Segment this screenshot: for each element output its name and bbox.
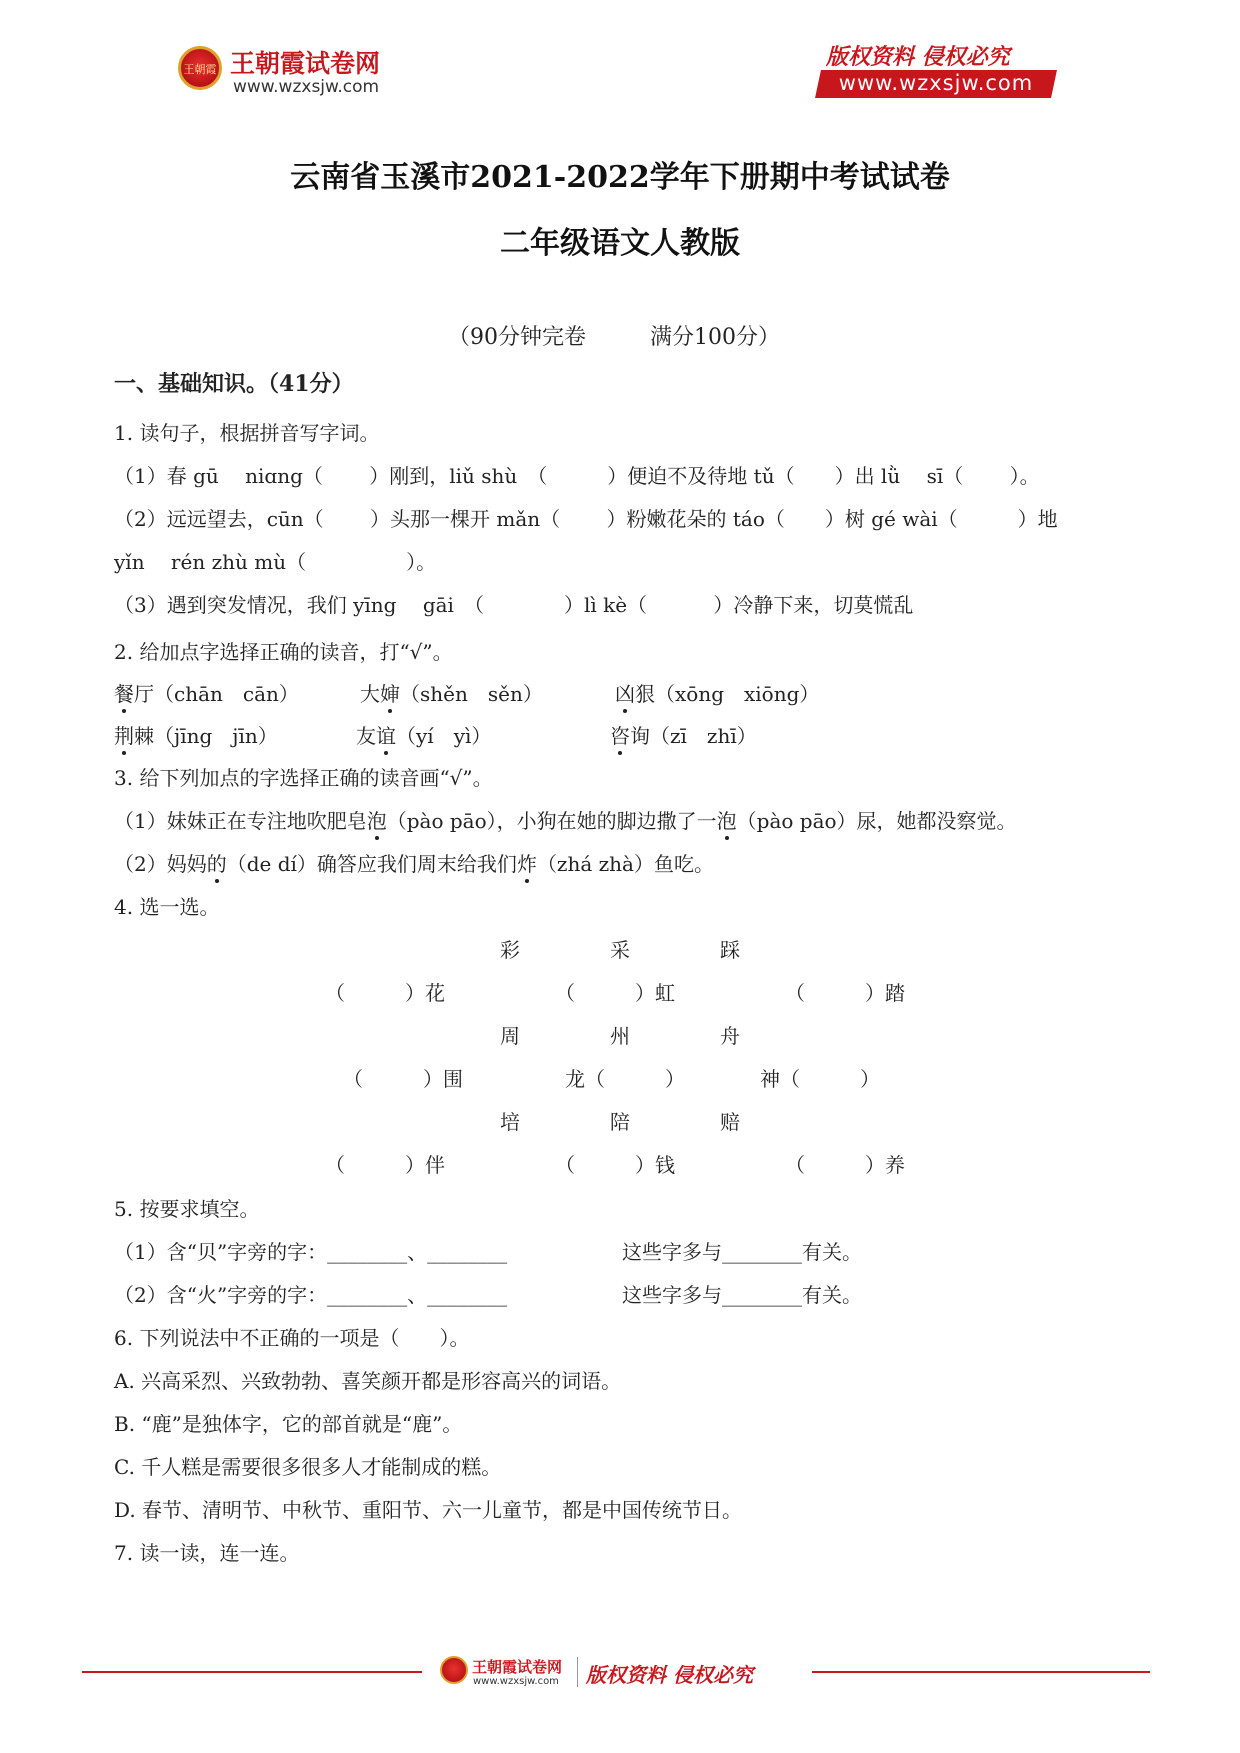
q4-prompt: 4. 选一选。	[114, 895, 220, 919]
q2-item	[356, 720, 491, 749]
q4-blank: （ ）围	[343, 1067, 463, 1091]
q1-sentence-2b: yǐn rén zhù mù（ ）。	[114, 550, 437, 574]
logo-badge-text: 王朝霞	[183, 63, 217, 76]
q1-prompt: 1. 读句子，根据拼音写字词。	[114, 421, 380, 445]
dotted-char: 凶	[615, 678, 635, 707]
footer-logo-name: 王朝霞试卷网	[472, 1658, 563, 1676]
q5-line-2a: （2）含“火”字旁的字：________、________	[114, 1283, 508, 1307]
q1-sentence-2a: （2）远远望去，cūn（ ）头那一棵开 mǎn（ ）粉嫩花朵的 táo（ ）树 gé wài（ ）地	[114, 507, 1058, 531]
q2-item-rest: （yí yì）	[396, 724, 492, 748]
footer-rule-left	[82, 1671, 422, 1673]
site-logo-badge	[178, 46, 222, 90]
section-heading: 一、基础知识。（41分）	[114, 371, 354, 397]
q4-blank: 龙（ ）	[565, 1067, 685, 1091]
q2-item-pre: 大	[360, 682, 380, 706]
q6-prompt: 6. 下列说法中不正确的一项是（ ）。	[114, 1326, 470, 1350]
exam-score: 满分100分）	[650, 325, 780, 350]
dotted-char: 泡	[367, 805, 387, 834]
q3-prompt: 3. 给下列加点的字选择正确的读音画“√”。	[114, 766, 493, 790]
q3-s2-text: （de dí）确答应我们周末给我们	[226, 852, 517, 876]
footer-logo-url: www.wzxsjw.com	[473, 1676, 559, 1687]
q2-item	[114, 678, 299, 707]
q2-item-rest: 棘（jīng jīn）	[134, 724, 278, 748]
copyright-slogan: 版权资料 侵权必究	[826, 44, 1010, 70]
exam-subtitle: 二年级语文人教版	[500, 226, 740, 261]
q4-blank: （ ）花	[325, 981, 445, 1005]
q6-option-b: B. “鹿”是独体字，它的部首就是“鹿”。	[114, 1412, 463, 1436]
q3-s2-text: （2）妈妈	[114, 852, 207, 876]
q5-line-1a: （1）含“贝”字旁的字：________、________	[114, 1240, 508, 1264]
site-logo-name: 王朝霞试卷网	[230, 49, 381, 78]
q4-option-char: 州	[610, 1024, 630, 1048]
q4-blank: （ ）踏	[785, 981, 905, 1005]
q4-blank: （ ）虹	[555, 981, 675, 1005]
q3-sentence-1	[114, 805, 1017, 834]
q4-option-char: 陪	[610, 1110, 630, 1134]
q3-s1-text: （1）妹妹正在专注地吹肥皂	[114, 809, 367, 833]
q2-item	[610, 720, 757, 749]
q5-prompt: 5. 按要求填空。	[114, 1197, 260, 1221]
q1-sentence-3: （3）遇到突发情况，我们 yīng gāi （ ）lì kè（ ）冷静下来，切莫慌乱	[114, 593, 914, 617]
q3-s1-text: （pào pāo），小狗在她的脚边撒了一	[386, 809, 717, 833]
dotted-char: 谊	[376, 720, 396, 749]
q6-option-d: D. 春节、清明节、中秋节、重阳节、六一儿童节，都是中国传统节日。	[114, 1498, 743, 1522]
q2-item	[360, 678, 543, 707]
url-banner-text: www.wzxsjw.com	[838, 71, 1034, 95]
dotted-char: 的	[207, 848, 227, 877]
q4-option-char: 赔	[720, 1110, 740, 1134]
dotted-char: 泡	[717, 805, 737, 834]
q2-item-rest: 狠（xōng xiōng）	[635, 682, 820, 706]
q4-option-char: 彩	[500, 938, 520, 962]
q4-blank: （ ）养	[785, 1153, 905, 1177]
footer-divider	[577, 1657, 578, 1687]
q2-item	[114, 720, 278, 749]
q2-prompt: 2. 给加点字选择正确的读音，打“√”。	[114, 640, 453, 664]
exam-title: 云南省玉溪市2021-2022学年下册期中考试试卷	[290, 160, 950, 195]
q4-option-char: 培	[500, 1110, 520, 1134]
q5-line-2b: 这些字多与________有关。	[622, 1283, 862, 1307]
dotted-char: 炸	[517, 848, 537, 877]
q3-s1-text: （pào pāo）尿，她都没察觉。	[736, 809, 1017, 833]
footer-logo-badge	[440, 1656, 468, 1684]
q4-option-char: 采	[610, 938, 630, 962]
q4-blank: （ ）钱	[555, 1153, 675, 1177]
dotted-char: 婶	[380, 678, 400, 707]
q2-item-rest: （shěn sěn）	[400, 682, 543, 706]
q2-item	[615, 678, 819, 707]
q4-option-char: 周	[500, 1024, 520, 1048]
q6-option-a: A. 兴高采烈、兴致勃勃、喜笑颜开都是形容高兴的词语。	[114, 1369, 622, 1393]
q2-item-rest: 厅（chān cān）	[134, 682, 299, 706]
q7-prompt: 7. 读一读，连一连。	[114, 1541, 300, 1565]
q3-sentence-2	[114, 848, 714, 877]
q4-option-char: 舟	[720, 1024, 740, 1048]
q6-option-c: C. 千人糕是需要很多很多人才能制成的糕。	[114, 1455, 502, 1479]
q4-blank: （ ）伴	[325, 1153, 445, 1177]
q4-blank: 神（ ）	[760, 1067, 880, 1091]
dotted-char: 餐	[114, 678, 134, 707]
dotted-char: 荆	[114, 720, 134, 749]
exam-time: （90分钟完卷	[448, 325, 586, 350]
dotted-char: 咨	[610, 720, 630, 749]
footer-rule-right	[812, 1671, 1150, 1673]
q2-item-pre: 友	[356, 724, 376, 748]
q1-sentence-1: （1）春 gū niɑng（ ）刚到，liǔ shù （ ）便迫不及待地 tǔ（ ）出 lǜ sī（ ）。	[114, 464, 1040, 488]
q4-option-char: 踩	[720, 938, 740, 962]
q2-item-rest: 询（zī zhī）	[630, 724, 757, 748]
q3-s2-text: （zhá zhà）鱼吃。	[536, 852, 714, 876]
site-logo-url: www.wzxsjw.com	[233, 77, 380, 97]
q5-line-1b: 这些字多与________有关。	[622, 1240, 862, 1264]
footer-slogan: 版权资料 侵权必究	[586, 1663, 753, 1687]
